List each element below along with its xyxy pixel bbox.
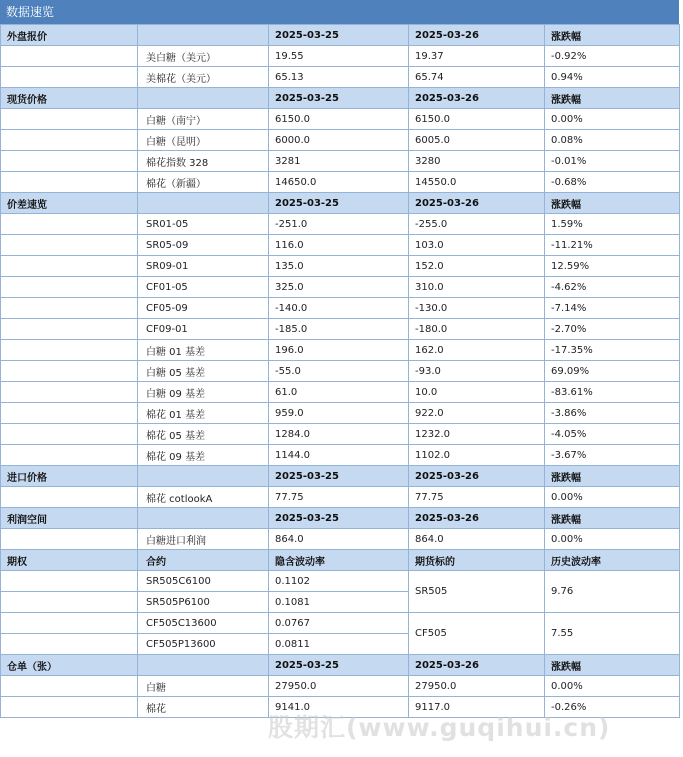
column-header: 涨跌幅 xyxy=(545,655,680,676)
row-value: 135.0 xyxy=(269,256,409,277)
row-value: 152.0 xyxy=(409,256,545,277)
row-label: 棉花指数 328 xyxy=(138,151,269,172)
column-header xyxy=(138,508,269,529)
empty-cell xyxy=(1,235,138,256)
row-value: 65.74 xyxy=(409,67,545,88)
empty-cell xyxy=(1,676,138,697)
table-row xyxy=(1,529,680,550)
row-value: -180.0 xyxy=(409,319,545,340)
option-contract: CF505C13600 xyxy=(138,613,269,634)
watermark: 股期汇(www.guqihui.cn) xyxy=(268,713,611,742)
row-label: 白糖 05 基差 xyxy=(138,361,269,382)
column-header xyxy=(138,193,269,214)
table-row xyxy=(1,256,680,277)
row-label: 棉花 09 基差 xyxy=(138,445,269,466)
column-header xyxy=(138,88,269,109)
row-value: 27950.0 xyxy=(409,676,545,697)
section-header-row xyxy=(1,466,680,487)
data-table xyxy=(0,24,680,718)
row-value: 864.0 xyxy=(409,529,545,550)
row-value: 0.08% xyxy=(545,130,680,151)
table-row xyxy=(1,172,680,193)
implied-volatility: 0.0767 xyxy=(269,613,409,634)
row-value: 1102.0 xyxy=(409,445,545,466)
option-contract: SR505P6100 xyxy=(138,592,269,613)
empty-cell xyxy=(1,172,138,193)
column-header: 涨跌幅 xyxy=(545,25,680,46)
row-label: 棉花（新疆） xyxy=(138,172,269,193)
table-row xyxy=(1,67,680,88)
empty-cell xyxy=(1,46,138,67)
underlying-future: SR505 xyxy=(409,571,545,613)
page-title: 数据速览 xyxy=(0,0,679,24)
table-row xyxy=(1,277,680,298)
row-value: 1144.0 xyxy=(269,445,409,466)
row-label: 棉花 xyxy=(138,697,269,718)
row-value: -17.35% xyxy=(545,340,680,361)
row-value: 162.0 xyxy=(409,340,545,361)
row-value: 69.09% xyxy=(545,361,680,382)
row-value: 12.59% xyxy=(545,256,680,277)
table-row xyxy=(1,130,680,151)
table-row xyxy=(1,361,680,382)
empty-cell xyxy=(1,445,138,466)
empty-cell xyxy=(1,382,138,403)
row-label: CF05-09 xyxy=(138,298,269,319)
column-header: 合约 xyxy=(138,550,269,571)
column-header: 2025-03-25 xyxy=(269,88,409,109)
row-value: 116.0 xyxy=(269,235,409,256)
row-value: -0.92% xyxy=(545,46,680,67)
row-value: -3.86% xyxy=(545,403,680,424)
column-header: 2025-03-26 xyxy=(409,508,545,529)
table-row xyxy=(1,235,680,256)
row-value: -130.0 xyxy=(409,298,545,319)
empty-cell xyxy=(1,529,138,550)
row-label: 美棉花（美元） xyxy=(138,67,269,88)
row-value: 9141.0 xyxy=(269,697,409,718)
empty-cell xyxy=(1,256,138,277)
row-value: 1284.0 xyxy=(269,424,409,445)
row-value: 1.59% xyxy=(545,214,680,235)
section-header-row xyxy=(1,655,680,676)
row-label: 棉花 cotlookA xyxy=(138,487,269,508)
table-row xyxy=(1,46,680,67)
column-header: 2025-03-26 xyxy=(409,88,545,109)
section-title: 利润空间 xyxy=(1,508,138,529)
row-value: 6150.0 xyxy=(409,109,545,130)
row-value: -3.67% xyxy=(545,445,680,466)
row-value: -55.0 xyxy=(269,361,409,382)
row-label: 白糖（昆明） xyxy=(138,130,269,151)
row-label: 棉花 01 基差 xyxy=(138,403,269,424)
row-label: SR05-09 xyxy=(138,235,269,256)
row-label: SR01-05 xyxy=(138,214,269,235)
row-value: 196.0 xyxy=(269,340,409,361)
row-value: 3280 xyxy=(409,151,545,172)
column-header: 涨跌幅 xyxy=(545,193,680,214)
section-title: 进口价格 xyxy=(1,466,138,487)
row-value: -0.01% xyxy=(545,151,680,172)
implied-volatility: 0.1102 xyxy=(269,571,409,592)
section-title: 期权 xyxy=(1,550,138,571)
underlying-future: CF505 xyxy=(409,613,545,655)
table-row xyxy=(1,424,680,445)
column-header: 2025-03-25 xyxy=(269,466,409,487)
empty-cell xyxy=(1,340,138,361)
row-value: -0.26% xyxy=(545,697,680,718)
empty-cell xyxy=(1,613,138,634)
column-header xyxy=(138,655,269,676)
table-row xyxy=(1,151,680,172)
implied-volatility: 0.0811 xyxy=(269,634,409,655)
row-value: -0.68% xyxy=(545,172,680,193)
row-value: -11.21% xyxy=(545,235,680,256)
row-value: 922.0 xyxy=(409,403,545,424)
row-value: 310.0 xyxy=(409,277,545,298)
column-header xyxy=(138,466,269,487)
row-value: -251.0 xyxy=(269,214,409,235)
row-value: -4.62% xyxy=(545,277,680,298)
column-header: 涨跌幅 xyxy=(545,88,680,109)
row-value: 864.0 xyxy=(269,529,409,550)
row-value: 0.00% xyxy=(545,676,680,697)
row-label: 白糖 09 基差 xyxy=(138,382,269,403)
row-value: -140.0 xyxy=(269,298,409,319)
row-value: 14650.0 xyxy=(269,172,409,193)
row-value: 1232.0 xyxy=(409,424,545,445)
row-value: 19.55 xyxy=(269,46,409,67)
table-row xyxy=(1,214,680,235)
section-header-row xyxy=(1,88,680,109)
column-header: 涨跌幅 xyxy=(545,508,680,529)
row-value: -7.14% xyxy=(545,298,680,319)
section-header-row xyxy=(1,25,680,46)
row-label: 棉花 05 基差 xyxy=(138,424,269,445)
column-header: 2025-03-26 xyxy=(409,193,545,214)
empty-cell xyxy=(1,361,138,382)
row-value: 0.94% xyxy=(545,67,680,88)
empty-cell xyxy=(1,571,138,592)
row-value: -185.0 xyxy=(269,319,409,340)
row-value: 10.0 xyxy=(409,382,545,403)
section-title: 外盘报价 xyxy=(1,25,138,46)
column-header: 隐含波动率 xyxy=(269,550,409,571)
row-value: -4.05% xyxy=(545,424,680,445)
column-header: 涨跌幅 xyxy=(545,466,680,487)
historical-volatility: 7.55 xyxy=(545,613,680,655)
empty-cell xyxy=(1,424,138,445)
row-value: 959.0 xyxy=(269,403,409,424)
table-row xyxy=(1,613,680,634)
row-label: CF01-05 xyxy=(138,277,269,298)
section-header-row xyxy=(1,550,680,571)
empty-cell xyxy=(1,109,138,130)
option-contract: CF505P13600 xyxy=(138,634,269,655)
row-label: CF09-01 xyxy=(138,319,269,340)
empty-cell xyxy=(1,487,138,508)
empty-cell xyxy=(1,592,138,613)
row-value: 0.00% xyxy=(545,109,680,130)
row-value: 0.00% xyxy=(545,529,680,550)
row-value: -93.0 xyxy=(409,361,545,382)
empty-cell xyxy=(1,67,138,88)
row-label: 美白糖（美元） xyxy=(138,46,269,67)
empty-cell xyxy=(1,403,138,424)
section-title: 现货价格 xyxy=(1,88,138,109)
column-header: 2025-03-25 xyxy=(269,193,409,214)
implied-volatility: 0.1081 xyxy=(269,592,409,613)
row-value: -2.70% xyxy=(545,319,680,340)
row-value: 9117.0 xyxy=(409,697,545,718)
historical-volatility: 9.76 xyxy=(545,571,680,613)
row-value: 61.0 xyxy=(269,382,409,403)
row-value: 77.75 xyxy=(409,487,545,508)
empty-cell xyxy=(1,634,138,655)
row-label: SR09-01 xyxy=(138,256,269,277)
row-value: 65.13 xyxy=(269,67,409,88)
row-label: 白糖 xyxy=(138,676,269,697)
table-row xyxy=(1,571,680,592)
row-value: 103.0 xyxy=(409,235,545,256)
option-contract: SR505C6100 xyxy=(138,571,269,592)
column-header: 2025-03-26 xyxy=(409,466,545,487)
row-value: 14550.0 xyxy=(409,172,545,193)
row-value: 6150.0 xyxy=(269,109,409,130)
section-header-row xyxy=(1,508,680,529)
table-row xyxy=(1,109,680,130)
table-row xyxy=(1,382,680,403)
column-header: 2025-03-25 xyxy=(269,655,409,676)
empty-cell xyxy=(1,277,138,298)
section-title: 仓单（张） xyxy=(1,655,138,676)
row-value: 6005.0 xyxy=(409,130,545,151)
empty-cell xyxy=(1,151,138,172)
empty-cell xyxy=(1,319,138,340)
row-value: 325.0 xyxy=(269,277,409,298)
table-row xyxy=(1,487,680,508)
empty-cell xyxy=(1,130,138,151)
row-value: 6000.0 xyxy=(269,130,409,151)
column-header: 2025-03-26 xyxy=(409,655,545,676)
table-row xyxy=(1,697,680,718)
table-row xyxy=(1,445,680,466)
row-value: 77.75 xyxy=(269,487,409,508)
row-value: 19.37 xyxy=(409,46,545,67)
empty-cell xyxy=(1,298,138,319)
table-row xyxy=(1,676,680,697)
section-title: 价差速览 xyxy=(1,193,138,214)
table-row xyxy=(1,340,680,361)
column-header: 历史波动率 xyxy=(545,550,680,571)
row-value: 3281 xyxy=(269,151,409,172)
empty-cell xyxy=(1,697,138,718)
row-value: -255.0 xyxy=(409,214,545,235)
row-label: 白糖（南宁） xyxy=(138,109,269,130)
column-header: 2025-03-25 xyxy=(269,25,409,46)
column-header: 2025-03-25 xyxy=(269,508,409,529)
table-row xyxy=(1,298,680,319)
row-label: 白糖进口利润 xyxy=(138,529,269,550)
row-value: 0.00% xyxy=(545,487,680,508)
column-header: 2025-03-26 xyxy=(409,25,545,46)
empty-cell xyxy=(1,214,138,235)
row-value: 27950.0 xyxy=(269,676,409,697)
row-label: 白糖 01 基差 xyxy=(138,340,269,361)
column-header xyxy=(138,25,269,46)
row-value: -83.61% xyxy=(545,382,680,403)
column-header: 期货标的 xyxy=(409,550,545,571)
table-row xyxy=(1,403,680,424)
section-header-row xyxy=(1,193,680,214)
table-row xyxy=(1,319,680,340)
